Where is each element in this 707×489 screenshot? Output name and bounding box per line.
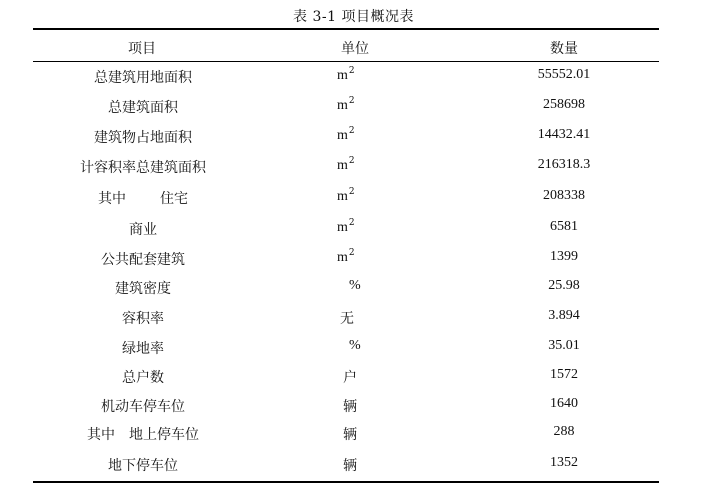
row-quantity: 1399 — [550, 249, 578, 264]
row-item-label: 住宅 — [160, 191, 188, 207]
table-row — [33, 278, 659, 300]
row-unit: 辆 — [343, 427, 357, 443]
row-quantity: 1572 — [550, 367, 578, 382]
row-quantity: 288 — [553, 424, 575, 439]
header-item: 项目 — [128, 41, 156, 57]
row-item: 容积率 — [122, 311, 164, 327]
row-unit: 户 — [343, 370, 357, 386]
table-row — [33, 219, 659, 241]
table-row — [33, 308, 659, 330]
table-row — [33, 367, 659, 389]
row-unit — [337, 67, 355, 84]
row-unit — [337, 127, 355, 144]
table-row — [33, 455, 659, 477]
row-item: 建筑密度 — [115, 281, 171, 297]
unit-superscript: 2 — [348, 126, 355, 137]
row-unit — [337, 219, 355, 236]
row-item — [33, 188, 253, 208]
row-item: 计容积率总建筑面积 — [80, 160, 206, 176]
table-caption: 表 3-1 项目概况表 — [293, 9, 414, 25]
row-item-prefix: 其中 — [87, 427, 115, 443]
row-item: 地下停车位 — [108, 458, 178, 474]
row-item: 建筑物占地面积 — [94, 130, 192, 146]
unit-superscript: 2 — [348, 218, 355, 229]
unit-base: m — [337, 220, 348, 235]
table-header-rule — [33, 61, 659, 62]
row-quantity: 55552.01 — [537, 67, 591, 82]
table-row — [33, 396, 659, 418]
row-item-label: 地上停车位 — [129, 427, 199, 443]
row-unit: 无 — [340, 311, 354, 327]
row-item: 机动车停车位 — [101, 399, 185, 415]
row-quantity: 35.01 — [548, 338, 580, 353]
row-unit — [337, 249, 355, 266]
row-quantity: 208338 — [543, 188, 585, 203]
table-bottom-rule — [33, 481, 659, 483]
unit-base: m — [337, 189, 348, 204]
row-item: 商业 — [129, 222, 157, 238]
unit-base: m — [337, 128, 348, 143]
table-row — [33, 424, 659, 446]
header-quantity: 数量 — [550, 41, 578, 57]
row-unit: 辆 — [343, 399, 357, 415]
unit-superscript: 2 — [348, 96, 355, 107]
row-quantity: 14432.41 — [537, 127, 591, 142]
table-row — [33, 188, 659, 210]
unit-base: m — [337, 98, 348, 113]
table-row — [33, 67, 659, 89]
row-item: 绿地率 — [122, 341, 164, 357]
row-item-prefix: 其中 — [98, 191, 126, 207]
unit-superscript: 2 — [348, 156, 355, 167]
unit-base: m — [337, 68, 348, 83]
row-item: 公共配套建筑 — [101, 252, 185, 268]
row-item: 总建筑用地面积 — [94, 70, 192, 86]
unit-superscript: 2 — [348, 248, 355, 259]
row-unit — [337, 97, 355, 114]
header-unit: 单位 — [341, 41, 369, 57]
row-unit: % — [349, 338, 361, 353]
row-unit — [337, 188, 355, 205]
unit-superscript: 2 — [348, 66, 355, 77]
row-quantity: 6581 — [550, 219, 578, 234]
row-item: 总户数 — [122, 370, 164, 386]
row-quantity: 1352 — [550, 455, 578, 470]
row-quantity: 3.894 — [548, 308, 580, 323]
row-quantity: 258698 — [543, 97, 585, 112]
table-row — [33, 127, 659, 149]
table-row — [33, 338, 659, 360]
unit-superscript: 2 — [348, 187, 355, 198]
table-row — [33, 97, 659, 119]
row-quantity: 1640 — [550, 396, 578, 411]
row-item: 总建筑面积 — [108, 100, 178, 116]
row-unit — [337, 157, 355, 174]
table-row — [33, 249, 659, 271]
table-header-row — [33, 30, 659, 61]
unit-base: m — [337, 250, 348, 265]
table-row — [33, 157, 659, 179]
unit-base: m — [337, 158, 348, 173]
row-unit: 辆 — [343, 458, 357, 474]
row-quantity: 25.98 — [548, 278, 580, 293]
row-item — [33, 424, 253, 444]
row-unit: % — [349, 278, 361, 293]
row-quantity: 216318.3 — [537, 157, 591, 172]
